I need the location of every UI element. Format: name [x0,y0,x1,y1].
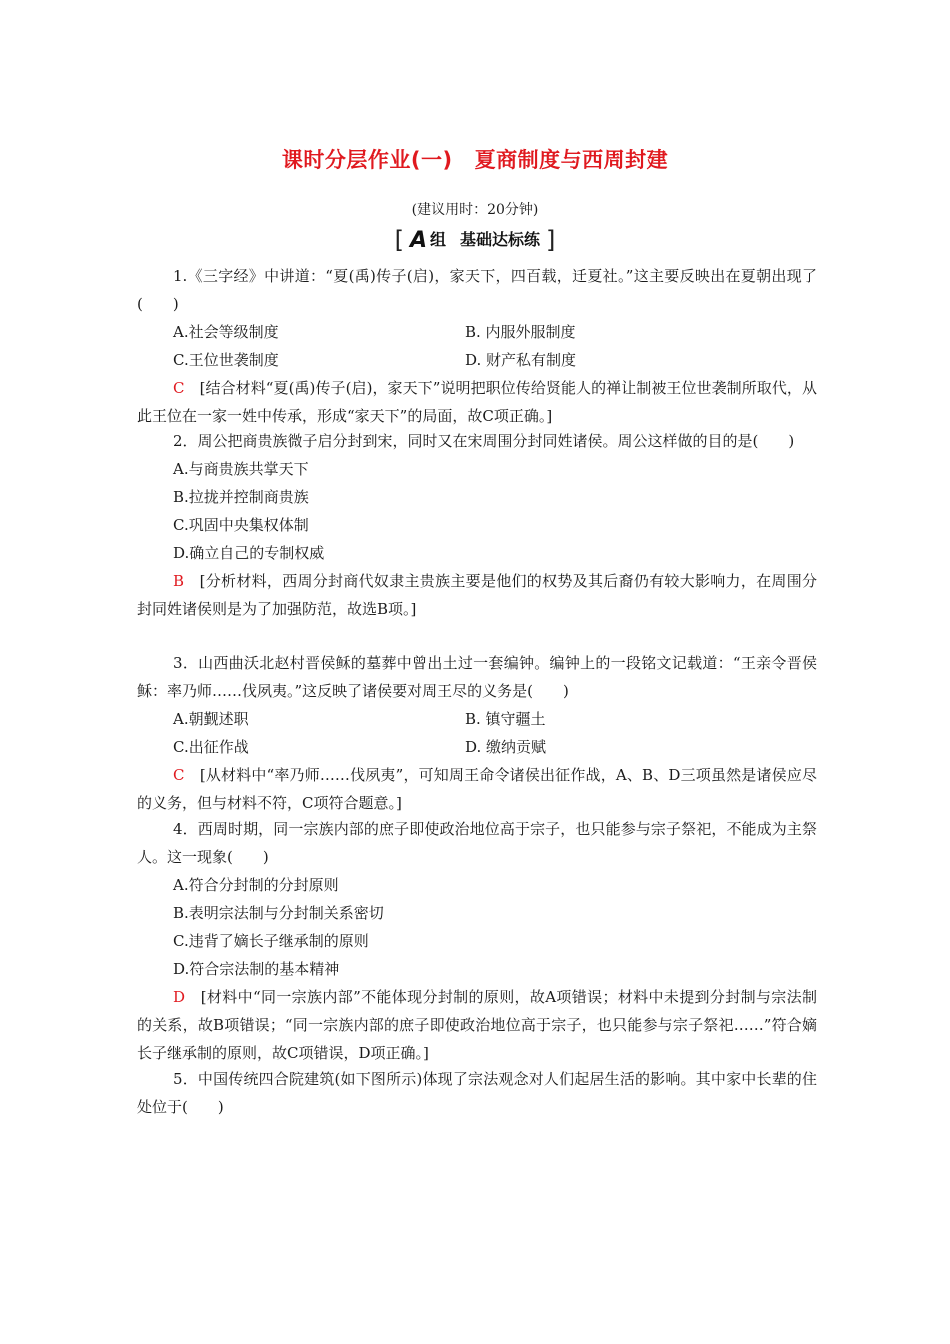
title-lesson: 课时分层作业(一) [281,148,453,172]
option-c: C.巩固中央集权体制 [173,516,309,534]
option-c: C.王位世袭制度 [173,351,279,369]
option-a: A.朝觐述职 [173,710,249,728]
option-c: C.违背了嫡长子继承制的原则 [173,932,369,950]
group-name: 基础达标练 [460,230,541,249]
right-bracket-icon: ] [546,226,556,254]
answer-letter: C [173,766,185,784]
option-d: D.确立自己的专制权威 [173,544,325,562]
question-stem: 3．山西曲沃北赵村晋侯稣的墓葬中曾出土过一套编钟。编钟上的一段铭文记载道：“王亲令晋侯稣：率乃师……伐夙夷。”这反映了诸侯要对周王尽的义务是( ) [137,654,817,700]
question-5 [137,1065,817,1121]
option-row [137,346,817,374]
time-hint: (建议用时：20分钟) [411,202,539,218]
question-4 [137,815,817,1067]
option-b: B. 内服外服制度 [465,323,576,341]
explanation-text: [分析材料，西周分封商代奴隶主贵族主要是他们的权势及其后裔仍有较大影响力，在周围分封同姓诸侯则是为了加强防范，故选B项。] [137,572,817,618]
option-b: B.表明宗法制与分封制关系密切 [173,904,384,922]
option-row [137,318,817,346]
group-letter: A [409,228,427,253]
answer-explanation [137,761,817,817]
question-stem: 5．中国传统四合院建筑(如下图所示)体现了宗法观念对人们起居生活的影响。其中家中长辈的住处位于( ) [137,1070,817,1116]
left-bracket-icon: [ [394,226,404,254]
option-row [137,733,817,761]
option-b: B.拉拢并控制商贵族 [173,488,309,506]
answer-letter: D [173,988,186,1006]
option-a: A.社会等级制度 [173,323,279,341]
answer-explanation [137,567,817,623]
explanation-text: [材料中“同一宗族内部”不能体现分封制的原则，故A项错误；材料中未提到分封制与宗法制的关系，故B项错误；“同一宗族内部的庶子即使政治地位高于宗子，也只能参与宗子祭祀……”符合嫡长子继承制的原则，故C项错误，D项正确。] [137,988,817,1062]
answer-letter: B [173,572,185,590]
option-d: D. 缴纳贡赋 [465,738,547,756]
answer-explanation [137,374,817,430]
answer-letter: C [173,379,185,397]
option-b: B. 镇守疆土 [465,710,546,728]
option-c: C.出征作战 [173,738,249,756]
group-heading [0,226,950,254]
explanation-text: [结合材料“夏(禹)传子(启)，家天下”说明把职位传给贤能人的禅让制被王位世袭制所取代，从此王位在一家一姓中传承，形成“家天下”的局面，故C项正确。] [137,379,817,425]
question-stem: 4．西周时期，同一宗族内部的庶子即使政治地位高于宗子，也只能参与宗子祭祀，不能成为主祭人。这一现象( ) [137,820,817,866]
question-2 [137,427,817,623]
question-3 [137,649,817,817]
option-row [137,705,817,733]
option-a: A.符合分封制的分封原则 [173,876,339,894]
option-d: D. 财产私有制度 [465,351,577,369]
explanation-text: [从材料中“率乃师……伐夙夷”，可知周王命令诸侯出征作战，A、B、D三项虽然是诸侯应尽的义务，但与材料不符，C项符合题意。] [137,766,817,812]
question-stem: 2．周公把商贵族微子启分封到宋，同时又在宋周围分封同姓诸侯。周公这样做的目的是( ) [173,432,795,450]
answer-explanation [137,983,817,1067]
option-a: A.与商贵族共掌天下 [173,460,309,478]
group-suffix: 组 [430,230,447,249]
page-title [0,144,950,174]
question-1 [137,262,817,430]
title-topic: 夏商制度与西周封建 [474,148,669,172]
option-d: D.符合宗法制的基本精神 [173,960,340,978]
question-stem: 1.《三字经》中讲道：“夏(禹)传子(启)，家天下，四百载，迁夏社。”这主要反映出在夏朝出现了( ) [137,267,817,313]
